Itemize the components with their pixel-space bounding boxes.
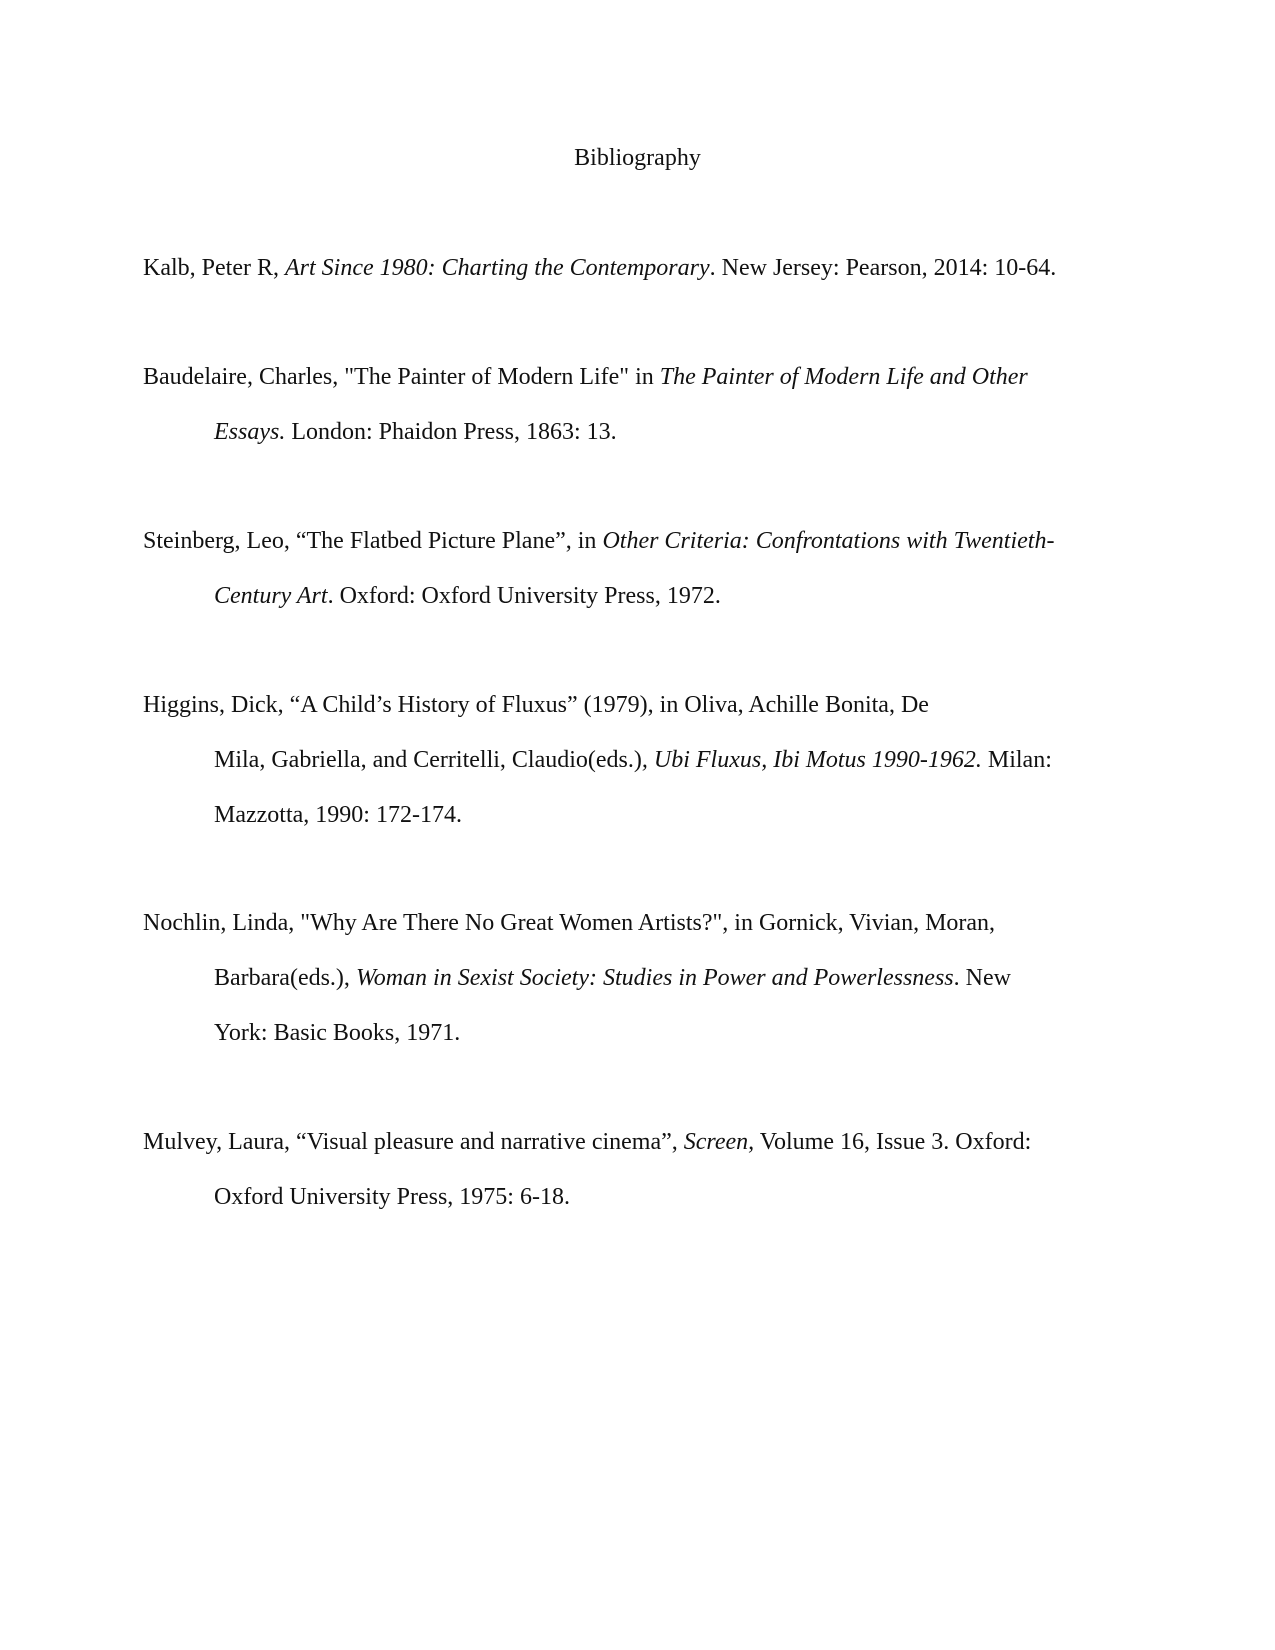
entry-title-italic: Century Art	[214, 583, 328, 609]
entry-title-italic: Essays.	[214, 419, 286, 445]
page-title: Bibliography	[574, 145, 701, 171]
entry-text: Oxford University Press, 1975: 6-18.	[214, 1184, 570, 1210]
entry-text: Volume 16, Issue 3. Oxford:	[754, 1129, 1032, 1155]
entry-line	[143, 690, 929, 720]
entry-line-continued	[214, 963, 1011, 993]
entry-line	[143, 908, 995, 938]
entry-line-continued	[214, 581, 721, 611]
entry-text: . New Jersey: Pearson, 2014: 10-64.	[709, 255, 1057, 281]
entry-text: York: Basic Books, 1971.	[214, 1020, 461, 1046]
entry-line-continued	[214, 1182, 570, 1212]
entry-line	[143, 1127, 1031, 1157]
entry-text: Mazzotta, 1990: 172-174.	[214, 802, 462, 828]
entry-line	[143, 362, 1028, 392]
entry-text: Higgins, Dick, “A Child’s History of Fluxus” (1979), in Oliva, Achille Bonita, De	[143, 692, 929, 718]
entry-title-italic: Woman in Sexist Society: Studies in Power and Powerlessness	[355, 965, 954, 991]
entry-text: . New	[953, 965, 1011, 991]
entry-line-continued	[214, 417, 617, 447]
entry-text: Milan:	[981, 747, 1052, 773]
entry-title-italic: , Ubi Fluxus, Ibi Motus 1990-1962.	[641, 747, 982, 773]
entry-text: Barbara(eds.),	[214, 965, 356, 991]
entry-text: Baudelaire, Charles, "The Painter of Modern Life" in	[143, 364, 660, 390]
entry-text: Mila, Gabriella, and Cerritelli, Claudio(eds.)	[214, 747, 642, 773]
entry-line-continued	[214, 1018, 460, 1048]
entry-text: Nochlin, Linda, "Why Are There No Great Women Artists?", in Gornick, Vivian, Moran,	[143, 910, 996, 936]
entry-text: London: Phaidon Press, 1863: 13.	[285, 419, 617, 445]
entry-line-continued	[214, 800, 462, 830]
entry-text: Mulvey, Laura, “Visual pleasure and narrative cinema”,	[143, 1129, 684, 1155]
entry-title-italic: The Painter of Modern Life and Other	[659, 364, 1028, 390]
entry-text: Steinberg, Leo, “The Flatbed Picture Plane”, in	[143, 528, 603, 554]
entry-line-continued	[214, 745, 1052, 775]
entry-title-italic: Other Criteria: Confrontations with Twentieth-	[602, 528, 1055, 554]
entry-text: Kalb, Peter R,	[143, 255, 285, 281]
entry-line	[143, 253, 1056, 283]
entry-title-italic: Screen,	[683, 1129, 755, 1155]
entry-text: . Oxford: Oxford University Press, 1972.	[327, 583, 721, 609]
entry-title-italic: Art Since 1980: Charting the Contemporary	[284, 255, 710, 281]
entry-line	[143, 526, 1054, 556]
